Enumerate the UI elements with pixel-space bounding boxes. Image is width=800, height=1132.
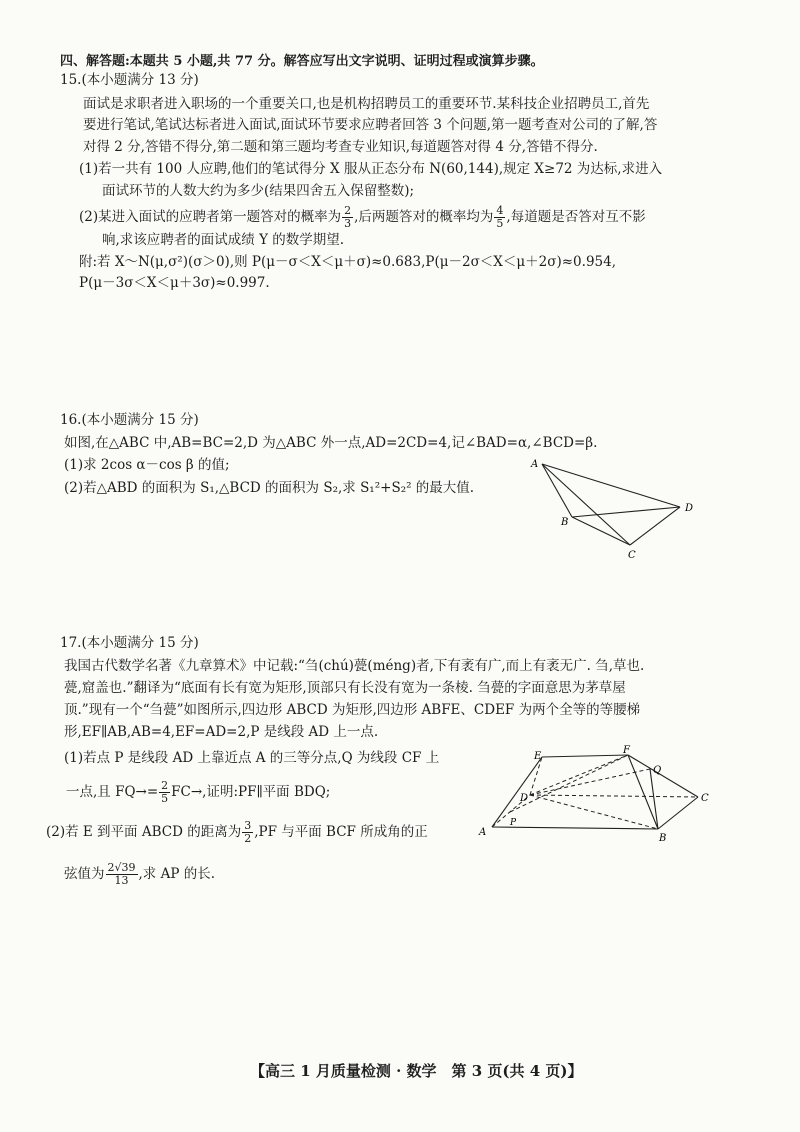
q15-part2-line: 响,求该应聘者的面试成绩 Y 的数学期望.: [102, 232, 345, 248]
page-footer: 【高三 1 月质量检测 · 数学 第 3 页(共 4 页)】: [250, 1062, 583, 1080]
q15-part2-line: [79, 205, 646, 230]
label-p: P: [510, 818, 517, 828]
q16-title: 16.(本小题满分 15 分): [60, 412, 199, 428]
label-b: B: [561, 517, 569, 528]
label-f: F: [623, 745, 630, 756]
edge-de: [530, 757, 542, 795]
q17-part2-text: ,PF 与平面 BCF 所成角的正: [254, 824, 428, 840]
label-d: D: [520, 793, 529, 804]
label-q: Q: [653, 765, 662, 776]
q15-appendix-line: P(μ－3σ＜X＜μ＋3σ)≈0.997.: [79, 275, 270, 291]
q17-line: 形,EF∥AB,AB=4,EF=AD=2,P 是线段 AD 上一点.: [64, 724, 379, 740]
q17-part1-line: (1)若点 P 是线段 AD 上靠近点 A 的三等分点,Q 为线段 CF 上: [64, 750, 440, 766]
label-b: B: [659, 833, 667, 844]
edge-bd: [572, 507, 680, 517]
q15-part1-line: 面试环节的人数大约为多少(结果四舍五入保留整数);: [102, 183, 415, 199]
edge-bc: [572, 517, 630, 545]
fraction-p1: $\frac{2}{3}$: [344, 204, 352, 230]
q17-line: 顶.”现有一个“刍甍”如图所示,四边形 ABCD 为矩形,四边形 ABFE、CDEF 为两个全等的等腰梯: [64, 702, 641, 718]
edge-ac: [542, 464, 630, 545]
q16-line: (1)求 2cos α－cos β 的值;: [64, 457, 230, 473]
label-a: A: [531, 459, 539, 470]
q17-part2-text: ,求 AP 的长.: [138, 866, 216, 882]
q15-para-line: 对得 2 分,答错不得分,第二题和第三题均考查专业知识,每道题答对得 4 分,答错不得分.: [83, 139, 598, 155]
q16-line: (2)若△ABD 的面积为 S₁,△BCD 的面积为 S₂,求 S₁²+S₂² 的最大值.: [64, 480, 475, 496]
q15-para-line: 要进行笔试,笔试达标者进入面试,面试环节要求应聘者回答 3 个问题,第一题考查对公司的了解,答: [83, 117, 658, 133]
q17-line: 甍,窟盖也.”翻译为“底面有长有宽为矩形,顶部只有长没有宽为一条棱. 刍甍的字面意思为茅草屋: [64, 680, 626, 696]
q15-part2-text: (2)某进入面试的应聘者第一题答对的概率为: [79, 209, 342, 225]
edge-ef: [542, 755, 628, 757]
fraction-vector: $\frac{2}{5}$: [161, 779, 169, 805]
q17-part2-line: [46, 820, 428, 845]
label-c: C: [628, 550, 636, 561]
q15-part2-text: ,后两题答对的概率均为: [354, 209, 494, 225]
fraction-p2: $\frac{4}{5}$: [496, 204, 504, 230]
edge-dq: [530, 769, 650, 795]
q15-part2-text: ,每道题是否答对互不影: [506, 209, 646, 225]
q15-title: 15.(本小题满分 13 分): [60, 72, 199, 88]
edge-dc: [530, 795, 698, 797]
edge-cd: [630, 507, 680, 545]
edge-df: [530, 755, 628, 795]
edge-ae: [492, 757, 542, 827]
q15-part1-line: (1)若一共有 100 人应聘,他们的笔试得分 X 服从正态分布 N(60,144),规定 X≥72 为达标,求进入: [79, 161, 663, 177]
q17-part2-text: 弦值为: [64, 866, 105, 882]
q17-title: 17.(本小题满分 15 分): [60, 635, 199, 651]
q17-part1-line: [66, 780, 330, 805]
edge-bc: [658, 797, 698, 829]
triangle-figure: [525, 455, 710, 565]
label-c: C: [701, 793, 709, 804]
q17-line: 我国古代数学名著《九章算术》中记载:“刍(chú)甍(méng)者,下有袤有广,而上有袤无广. 刍,草也.: [64, 658, 645, 674]
q16-line: 如图,在△ABC 中,AB=BC=2,D 为△ABC 外一点,AD=2CD=4,记∠BAD=α,∠BCD=β.: [64, 435, 598, 451]
label-d: D: [685, 503, 694, 514]
label-e: E: [534, 751, 542, 762]
fraction-height: $\frac{3}{2}$: [244, 819, 252, 845]
section-header: 四、解答题:本题共 5 小题,共 77 分。解答应写出文字说明、证明过程或演算步骤。: [60, 54, 544, 69]
q17-part1-text: FC→,证明:PF∥平面 BDQ;: [171, 784, 331, 800]
edge-db: [530, 795, 658, 829]
q17-part1-text: 一点,且 FQ→=: [66, 784, 159, 800]
fraction-sine: $\frac{2√39}{13}$: [107, 861, 136, 887]
chumeng-figure: [470, 745, 715, 850]
q15-para-line: 面试是求职者进入职场的一个重要关口,也是机构招聘员工的重要环节.某科技企业招聘员工,首先: [83, 96, 650, 112]
q17-part2-line: [64, 862, 215, 887]
edge-cf: [628, 755, 698, 797]
q15-appendix-line: 附:若 X～N(μ,σ²)(σ＞0),则 P(μ－σ＜X＜μ＋σ)≈0.683,P(μ－2σ＜X＜μ＋2σ)≈0.954,: [79, 254, 617, 270]
q17-part2-text: (2)若 E 到平面 ABCD 的距离为: [46, 824, 242, 840]
edge-ab: [492, 827, 658, 829]
label-a: A: [479, 827, 487, 838]
